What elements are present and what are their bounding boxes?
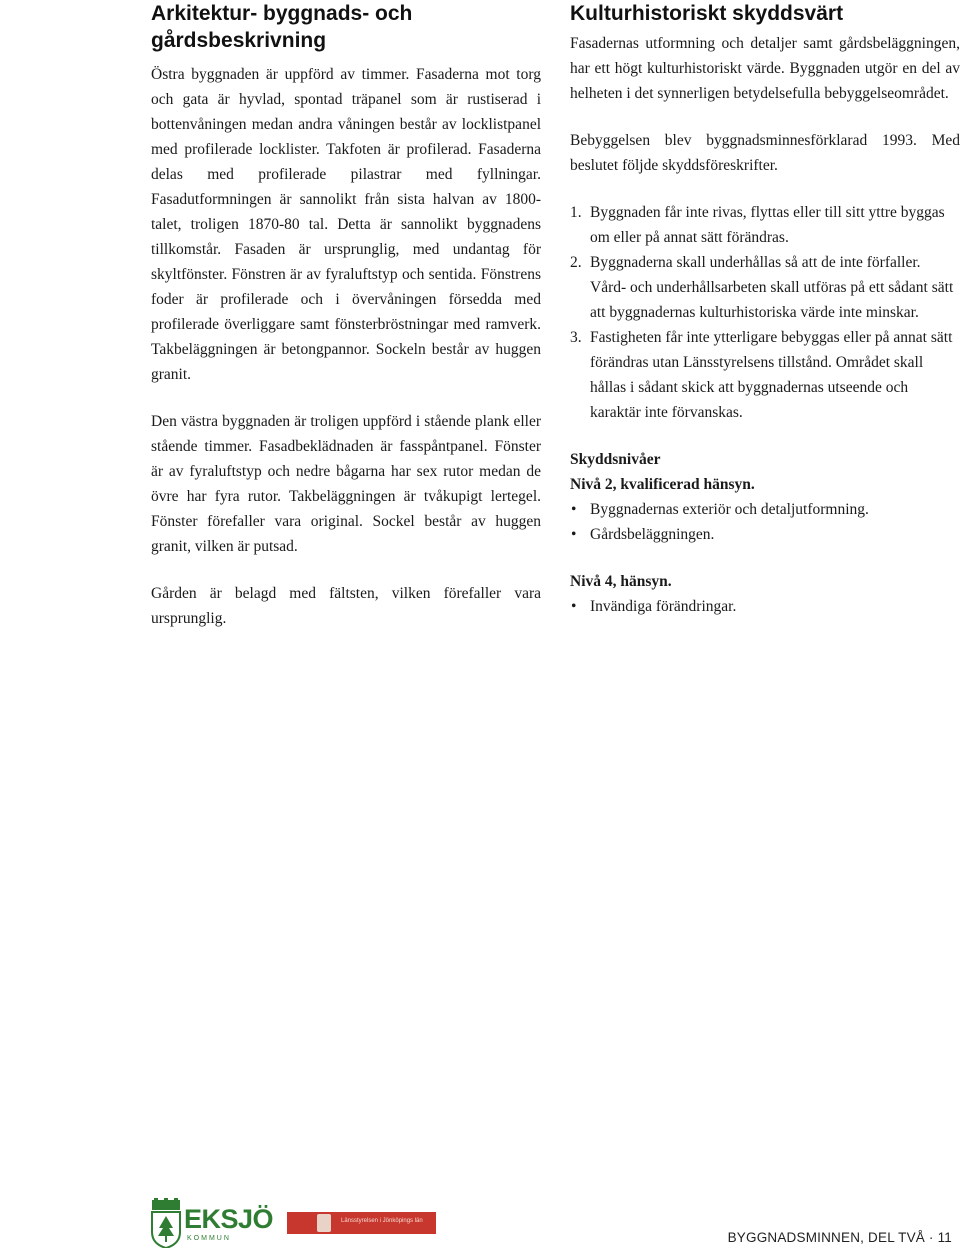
list-item: 3. Fastigheten får inte ytterligare bebyggas eller på annat sätt förändras utan Länsstyrelsens tillstånd. Området skall hållas i sådant skick att byggnadernas utseende och karaktär inte förvanskas. <box>570 329 953 421</box>
levels-title: Skyddsnivåer <box>570 451 661 468</box>
right-column <box>570 0 960 619</box>
paragraph: Bebyggelsen blev byggnadsminnesförklarad 1993. Med beslutet följde skyddsföreskrifter. <box>570 132 960 174</box>
bullet-icon: • <box>571 598 577 615</box>
paragraph: Östra byggnaden är uppförd av timmer. Fasaderna mot torg och gata är hyvlad, spontad träpanel som är rustiserad i bottenvåningen medan andra våningen består av locklistpanel med profilerade locklister. Takfoten är profilerad. Fasaderna delas med profilerade pilastrar med fyllningar. Fasadutformningen är sannolikt från sista halvan av 1800-talet, troligen 1870-80 tal. Detta är sannolikt byggnadens tillkomstår. Fasaden är ursprunglig, med undantag för skyltfönster. Fönstren är av fyraluftstyp och sentida. Fönstrens foder är profilerade och i övervåningen försedda med profilerade överliggare samt fönsterbröstningar med ramverk. Takbeläggningen är betongpannor. Sockeln består av huggen granit. <box>151 66 541 383</box>
banner-text: Länsstyrelsen i Jönköpings län <box>341 1218 423 1224</box>
list-item: • Invändiga förändringar. <box>570 594 960 619</box>
county-emblem-icon <box>317 1214 331 1232</box>
page-footer: BYGGNADSMINNEN, DEL TVÅ · 11 <box>727 1230 952 1245</box>
protection-rules-list <box>570 200 960 425</box>
logo-subtitle: KOMMUN <box>187 1235 231 1242</box>
bullet-icon: • <box>571 526 577 543</box>
paragraph: Gården är belagd med fältsten, vilken förefaller vara ursprunglig. <box>151 585 541 627</box>
logo-wordmark: EKSJÖ <box>184 1204 274 1234</box>
section-heading: Kulturhistoriskt skyddsvärt <box>570 2 844 25</box>
list-item: • Gårdsbeläggningen. <box>570 522 960 547</box>
bullet-icon: • <box>571 501 577 518</box>
crest-icon <box>150 1198 182 1248</box>
list-item: 1. Byggnaden får inte rivas, flyttas eller till sitt yttre byggas om eller på annat sätt förändras. <box>570 204 945 246</box>
paragraph: Den västra byggnaden är troligen uppförd i stående plank eller stående timmer. Fasadbeklädnaden är fasspåntpanel. Fönster är av fyraluftstyp och nedre bågarna har sex rutor medan de övre har fyra rutor. Takbeläggningen är tvåkupigt lertegel. Fönster förefaller vara original. Sockel består av huggen granit, vilken är putsad. <box>151 413 541 555</box>
list-item: • Byggnadernas exteriör och detaljutformning. <box>570 497 960 522</box>
section-heading: Arkitektur- byggnads- och gårdsbeskrivning <box>151 2 413 52</box>
level-4-title: Nivå 4, hänsyn. <box>570 573 672 590</box>
list-item: 2. Byggnaderna skall underhållas så att de inte förfaller. Vård- och underhållsarbeten skall utföras på ett sådant sätt att byggnadernas kulturhistoriska värde inte minskar. <box>570 254 954 321</box>
level-2-list <box>570 497 960 547</box>
left-column <box>151 0 541 631</box>
county-board-banner <box>287 1212 436 1234</box>
level-4-list <box>570 594 960 619</box>
paragraph: Fasadernas utformning och detaljer samt gårdsbeläggningen, har ett högt kulturhistoriskt värde. Byggnaden utgör en del av helheten i det synnerligen betydelsefulla bebyggelseområdet. <box>570 35 960 102</box>
level-2-title: Nivå 2, kvalificerad hänsyn. <box>570 476 755 493</box>
